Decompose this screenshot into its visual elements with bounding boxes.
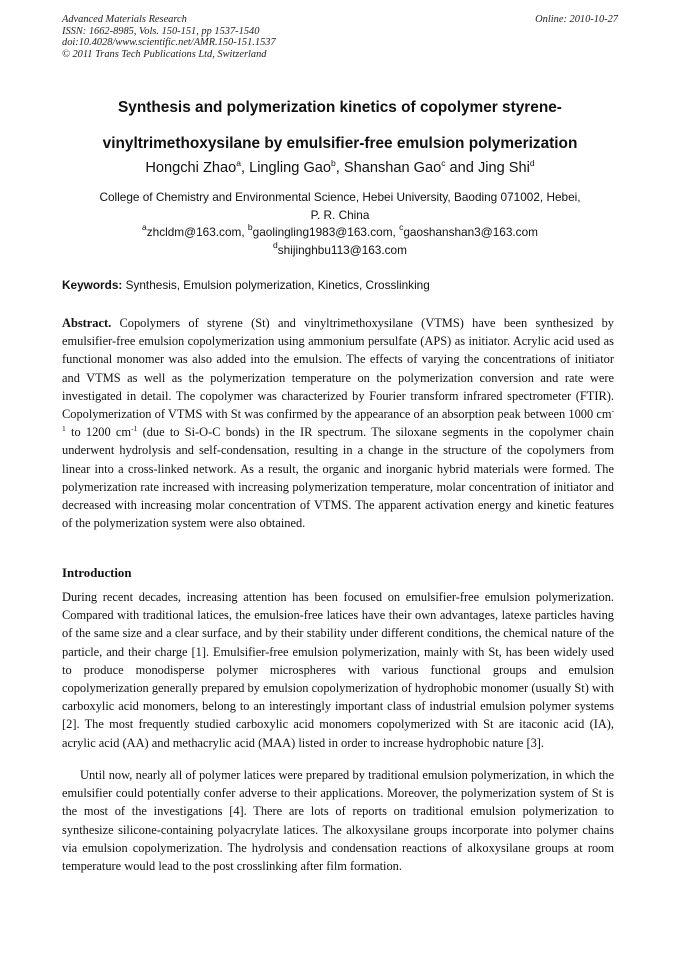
introduction-paragraph-1: During recent decades, increasing attention has been focused on emulsifier-free emulsion polymerization. Compared with traditional latices, the emulsion-free latices have their own advantages, latexe particles having of the same size and a clear surface, and by their stability under different conditions, the chemical nature of the particle, and their charge [1]. Emulsifier-free emulsion polymerization, mainly with St, has been widely used to produce monodisperse polymer microspheres with various functional groups and emulsion copolymerization generally prepared by emulsion copolymerization of hydrophobic monomer (usually St) with carboxylic acid monomers, belong to an interestingly important class of industrial emulsion polymer systems [2]. The most frequently studied carboxylic acid monomers copolymerized with St are itaconic acid (IA), acrylic acid (AA) and methacrylic acid (MAA) listed in order to increase hydrophobic nature [3]. xyxy=(62,590,614,750)
paper-title xyxy=(62,90,618,162)
journal-name: Advanced Materials Research xyxy=(62,14,187,25)
affiliation xyxy=(62,188,618,224)
copyright-line: © 2011 Trans Tech Publications Ltd, Switzerland xyxy=(62,48,267,60)
keywords xyxy=(62,277,618,294)
title-line-1: Synthesis and polymerization kinetics of copolymer styrene- xyxy=(118,99,562,116)
author-name: Shanshan Gao xyxy=(343,160,442,176)
author-name: Lingling Gao xyxy=(249,160,332,176)
author-affiliation-mark: b xyxy=(331,158,336,168)
author-separator: and xyxy=(445,160,478,176)
author-separator: , xyxy=(240,160,250,176)
abstract-label: Abstract. xyxy=(62,316,112,330)
email-mark: a xyxy=(142,222,147,232)
keywords-text: Synthesis, Emulsion polymerization, Kinetics, Crosslinking xyxy=(122,278,430,292)
email-address[interactable]: gaoshanshan3@163.com xyxy=(403,225,538,239)
author-name: Hongchi Zhao xyxy=(145,160,237,176)
introduction-paragraph-2: Until now, nearly all of polymer latices were prepared by traditional emulsion polymerization, in which the emulsifier could potentially confer adverse to their applications. Moreover, the polymerization system of St is the most of the investigations [4]. There are lots of reports on traditional emulsion polymerization to synthesize silicone-containing polyacrylate latices. The alkoxysilane groups incorporate into polymer chains via emulsion copolymerization. The hydrolysis and condensation reactions of alkoxysilane groups at room temperature would lead to the post crosslinking after film formation. xyxy=(62,768,614,874)
abstract-text: (due to Si-O-C bonds) in the IR spectrum. The siloxane segments in the copolymer chain underwent hydrolysis and self-condensation, resulting in a change in the structure of the copolymers from linear into a cross-linked network. As a result, the organic and inorganic hybrid materials were formed. The polymerization rate increased with increasing polymerization temperature, molar concentration of initiator and decreased with increasing molar concentration of VTMS. The apparent activation energy and kinetic features of the polymerization system were also obtained. xyxy=(62,425,614,531)
abstract-text: Copolymers of styrene (St) and vinyltrimethoxysilane (VTMS) have been synthesized by emulsifier-free emulsion copolymerization using ammonium persulfate (APS) as initiator. Acrylic acid used as functional monomer was also added into the emulsion. The effects of varying the concentrations of initiator and VTMS as well as the polymerization temperature on the polymerization conversion and rate were investigated in detail. The copolymer was characterized by Fourier transform infrared spectrometer (FTIR). Copolymerization of VTMS with St was confirmed by the appearance of an absorption peak between 1000 cm xyxy=(62,316,614,422)
email-mark: b xyxy=(247,222,253,232)
author-list xyxy=(62,158,618,178)
email-line-2 xyxy=(62,239,618,260)
email-address[interactable]: shijinghbu113@163.com xyxy=(277,242,407,257)
abstract-text: to 1200 cm xyxy=(65,425,132,440)
unit-exponent: -1 xyxy=(131,424,138,434)
author-affiliation-mark: d xyxy=(529,158,535,168)
title-line-2: vinyltrimethoxysilane by emulsifier-free emulsion polymerization xyxy=(102,135,578,152)
issn-line: ISSN: 1662-8985, Vols. 150-151, pp 1537-1540 xyxy=(62,25,260,37)
keywords-label: Keywords: xyxy=(62,278,123,292)
email-address[interactable]: gaolingling1983@163.com, xyxy=(252,225,400,239)
author-emails xyxy=(62,224,618,259)
author-affiliation-mark: a xyxy=(236,158,241,168)
abstract xyxy=(62,314,614,532)
affiliation-line-1: College of Chemistry and Environmental Science, Hebei University, Baoding 071002, Hebei, xyxy=(99,190,581,204)
author-separator: , xyxy=(335,160,344,176)
author-name: Jing Shi xyxy=(477,160,530,176)
email-mark: d xyxy=(273,239,278,250)
email-mark: c xyxy=(399,222,404,232)
section-heading-introduction: Introduction xyxy=(62,566,132,580)
online-date: Online: 2010-10-27 xyxy=(535,14,618,25)
doi-line: doi:10.4028/www.scientific.net/AMR.150-151.1537 xyxy=(62,37,276,49)
email-address[interactable]: zhcldm@163.com, xyxy=(146,225,248,239)
email-line-1 xyxy=(62,224,618,242)
journal-header xyxy=(62,14,618,60)
affiliation-line-2: P. R. China xyxy=(310,208,370,222)
unit-exponent: -1 xyxy=(62,406,614,434)
author-affiliation-mark: c xyxy=(441,158,446,168)
